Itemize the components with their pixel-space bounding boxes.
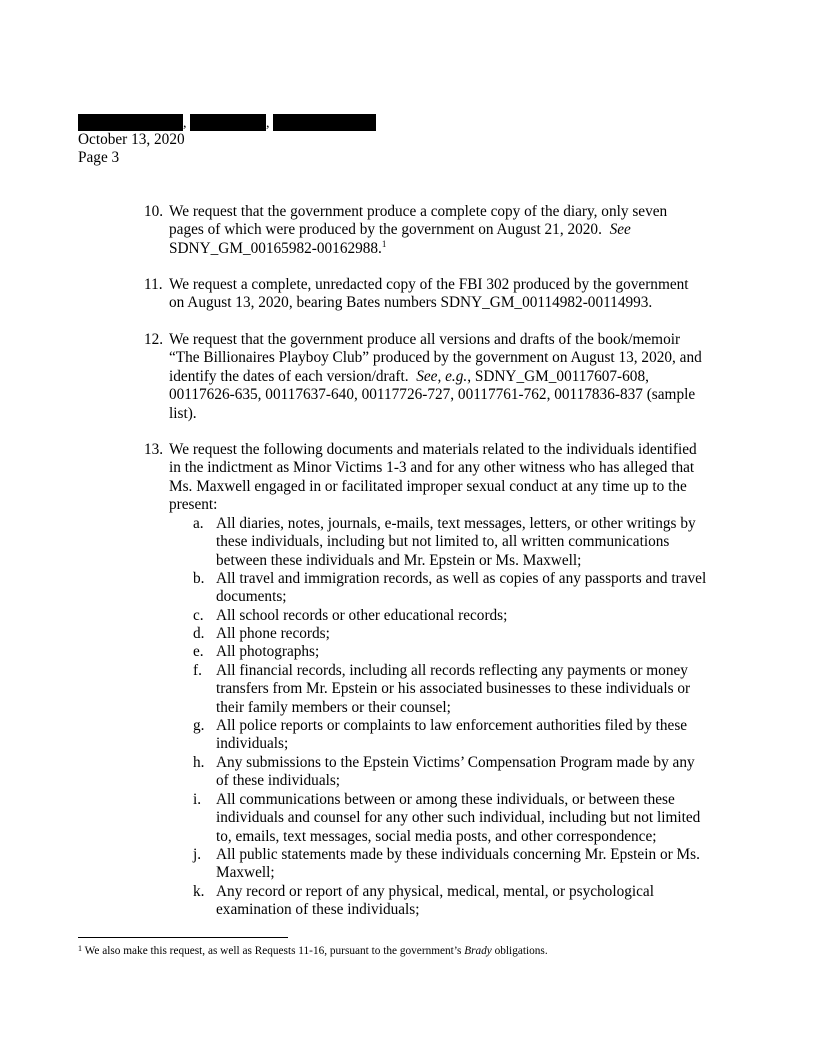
- item-text-line: in the indictment as Minor Victims 1-3 and for any other witness who has alleged that: [169, 459, 695, 477]
- sub-item-text-line: individuals;: [216, 735, 289, 753]
- sub-item-b: [193, 570, 738, 607]
- sub-item-text-line: between these individuals and Mr. Epstein or Ms. Maxwell;: [216, 551, 582, 569]
- sub-item-text-line: their family members or their counsel;: [216, 698, 451, 716]
- sub-item-text-line: individuals and counsel for any other such individual, including but not limited: [216, 809, 701, 827]
- sub-item-text-line: All public statements made by these individuals concerning Mr. Epstein or Ms.: [216, 846, 700, 863]
- redaction-separator: ,: [266, 116, 270, 131]
- item-text-line: We request the following documents and materials related to the individuals identified: [169, 441, 697, 458]
- footnote-brady: Brady: [464, 945, 492, 957]
- item-text-line: present:: [169, 496, 218, 514]
- letter-header: [78, 114, 376, 168]
- item-text-line: SDNY_GM_00165982-00162988.$^1$: [169, 238, 387, 257]
- sub-item-letter: j.: [193, 846, 202, 863]
- item-text-line: 00117626-635, 00117637-640, 00117726-727, 00117761-762, 00117836-837 (sample: [169, 386, 696, 404]
- sub-item-e: [193, 643, 738, 661]
- footnote-separator: [78, 937, 288, 938]
- sub-item-d: [193, 625, 738, 643]
- page-number: Page 3: [78, 149, 120, 167]
- sub-item-a: [193, 515, 738, 570]
- item-text-line: We request a complete, unredacted copy of the FBI 302 produced by the government: [169, 276, 689, 293]
- sub-item-letter: g.: [193, 717, 205, 734]
- sub-item-k: [193, 883, 738, 920]
- sub-item-text-line: documents;: [216, 588, 287, 606]
- sub-item-i: [193, 791, 738, 846]
- sub-item-text-line: Any record or report of any physical, medical, mental, or psychological: [216, 883, 654, 900]
- item-text-line: We request that the government produce a complete copy of the diary, only seven: [169, 203, 668, 220]
- request-item-10: [144, 203, 734, 258]
- item-text-line: list).: [169, 404, 197, 422]
- sub-item-letter: f.: [193, 662, 202, 679]
- sub-item-text-line: All school records or other educational records;: [216, 607, 508, 624]
- item-number: 12.: [144, 331, 164, 348]
- sub-item-text-line: All financial records, including all records reflecting any payments or money: [216, 662, 688, 679]
- sub-item-text-line: Any submissions to the Epstein Victims’ Compensation Program made by any: [216, 754, 695, 771]
- redaction-block: [78, 114, 183, 131]
- sub-item-letter: a.: [193, 515, 204, 532]
- sub-item-letter: d.: [193, 625, 205, 642]
- sub-item-letter: h.: [193, 754, 205, 771]
- sub-item-text-line: All police reports or complaints to law enforcement authorities filed by these: [216, 717, 688, 734]
- sub-item-letter: i.: [193, 791, 202, 808]
- item-number: 11.: [144, 276, 163, 293]
- sub-item-text-line: All phone records;: [216, 625, 330, 642]
- item-text-line: identify the dates of each version/draft. See, e.g., SDNY_GM_00117607-608,: [169, 367, 649, 385]
- footnote-text: We also make this request, as well as Requests 11-16, pursuant to the government’s: [84, 945, 462, 957]
- item-text-line: pages of which were produced by the government on August 21, 2020. See: [169, 221, 631, 239]
- footnote-text-end: obligations.: [494, 945, 548, 957]
- footnote-reference[interactable]: 1: [381, 238, 387, 249]
- sub-item-letter: k.: [193, 883, 205, 900]
- item-number: 10.: [144, 203, 164, 220]
- redaction-block: [273, 114, 376, 131]
- request-item-12: [144, 331, 734, 423]
- sub-item-text-line: of these individuals;: [216, 772, 341, 790]
- sub-item-letter: c.: [193, 607, 204, 624]
- redaction-separator: ,: [183, 116, 187, 131]
- sub-item-text-line: Maxwell;: [216, 864, 275, 882]
- sub-item-h: [193, 754, 738, 791]
- item-text-line: “The Billionaires Playboy Club” produced by the government on August 13, 2020, and: [169, 349, 702, 367]
- see-signal: See: [609, 221, 631, 239]
- sub-item-f: [193, 662, 738, 717]
- request-item-11: [144, 276, 734, 313]
- sub-item-text-line: examination of these individuals;: [216, 901, 420, 919]
- sub-item-text-line: All communications between or among these individuals, or between these: [216, 791, 675, 808]
- item-text-line: We request that the government produce all versions and drafts of the book/memoir: [169, 331, 681, 348]
- sub-item-text-line: transfers from Mr. Epstein or his associated businesses to these individuals or: [216, 680, 691, 698]
- redaction-block: [190, 114, 266, 131]
- footnote: [78, 944, 548, 958]
- letter-date: October 13, 2020: [78, 131, 185, 148]
- sub-item-text-line: All travel and immigration records, as well as copies of any passports and travel: [216, 570, 707, 587]
- sub-item-letter: e.: [193, 643, 204, 660]
- sub-item-g: [193, 717, 738, 754]
- item-text-line: Ms. Maxwell engaged in or facilitated improper sexual conduct at any time up to the: [169, 477, 687, 495]
- sub-item-text-line: these individuals, including but not limited to, all written communications: [216, 533, 670, 551]
- request-item-13: [144, 441, 734, 515]
- redacted-addressee-line: [78, 114, 376, 131]
- sub-item-text-line: All photographs;: [216, 643, 320, 660]
- see-eg-signal: See, e.g.: [416, 367, 468, 385]
- sub-item-text-line: to, emails, text messages, social media posts, and other correspondence;: [216, 827, 657, 845]
- sub-item-c: [193, 607, 738, 625]
- item-text-line: on August 13, 2020, bearing Bates numbers SDNY_GM_00114982-00114993.: [169, 294, 653, 312]
- sub-item-j: [193, 846, 738, 883]
- item-number: 13.: [144, 441, 164, 458]
- footnote-marker: 1: [78, 944, 82, 953]
- sub-item-letter: b.: [193, 570, 205, 587]
- sub-item-text-line: All diaries, notes, journals, e-mails, text messages, letters, or other writings by: [216, 515, 696, 532]
